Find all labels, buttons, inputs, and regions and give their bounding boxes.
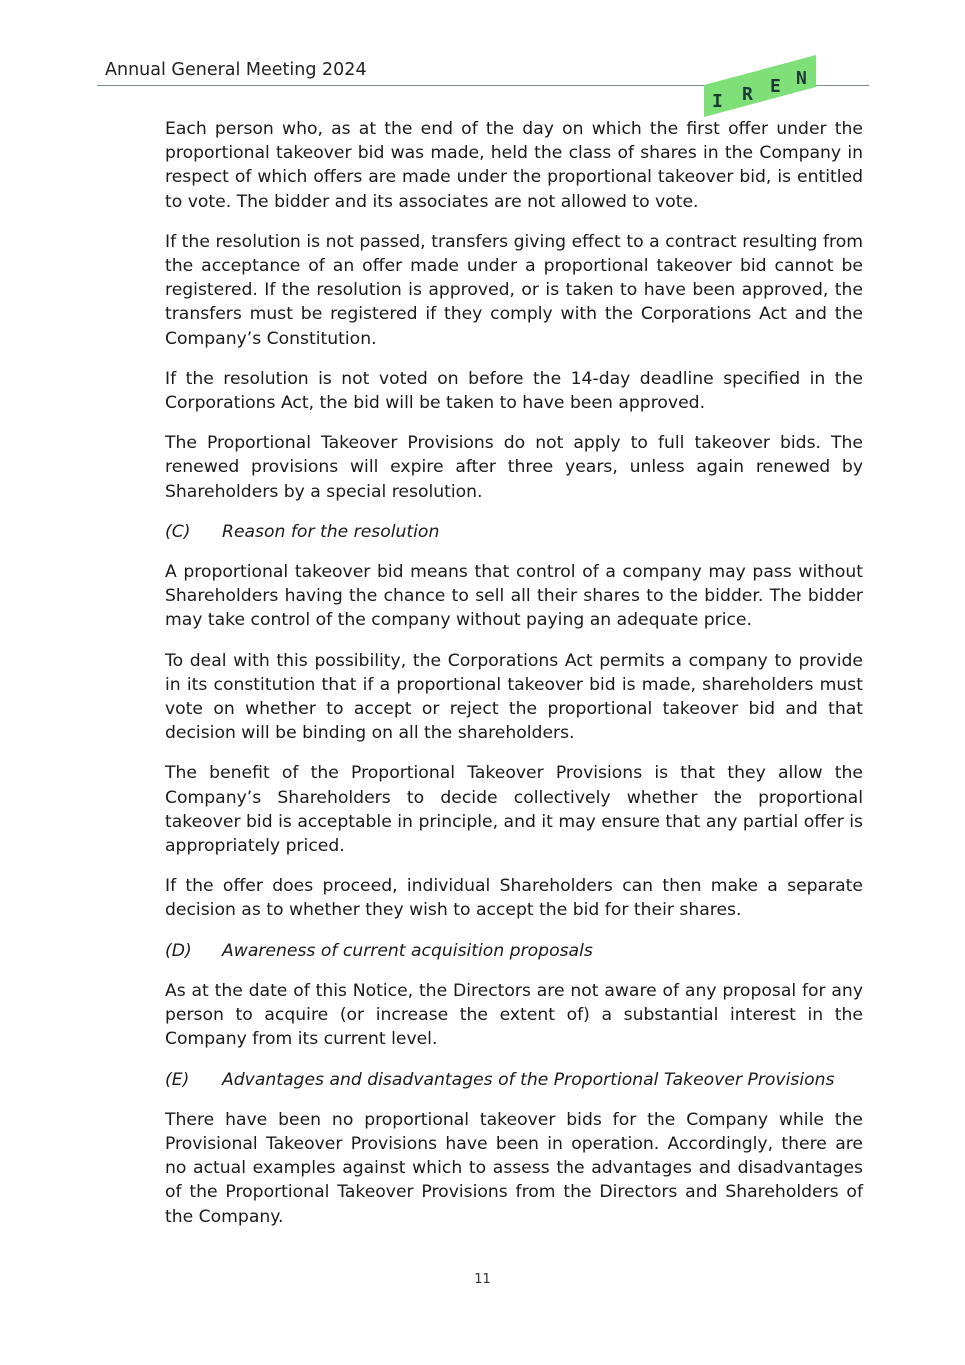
- section-number: (C): [165, 521, 191, 542]
- document-title: Annual General Meeting 2024: [105, 60, 367, 80]
- section-heading-d: [165, 939, 863, 963]
- svg-text:N: N: [796, 68, 807, 89]
- paragraph: To deal with this possibility, the Corporations Act permits a company to provide in its constitution that if a proportional takeover bid is made, shareholders must vote on whether to accept or reject the proportional takeover bid and that decision will be binding on all the shareholders.: [165, 650, 863, 744]
- svg-text:R: R: [742, 84, 753, 105]
- paragraph: Each person who, as at the end of the day on which the first offer under the proportional takeover bid was made, held the class of shares in the Company in respect of which offers are made under the proportional takeover bid, is entitled to vote. The bidder and its associates are not allowed to vote.: [165, 119, 863, 212]
- section-number: (E): [165, 1069, 190, 1090]
- section-number: (D): [165, 940, 192, 961]
- paragraph: As at the date of this Notice, the Directors are not aware of any proposal for any person to acquire (or increase the extent of) a substantial interest in the Company from its current level.: [165, 980, 863, 1050]
- section-title: Reason for the resolution: [222, 521, 440, 542]
- page-number: 11: [474, 1272, 491, 1287]
- paragraph: The benefit of the Proportional Takeover Provisions is that they allow the Company’s Shareholders to decide collectively whether the proportional takeover bid is acceptable in principle, and it may ensure that any partial offer is appropriately priced.: [165, 763, 863, 857]
- svg-text:I: I: [712, 91, 723, 112]
- paragraph: A proportional takeover bid means that control of a company may pass without Shareholders having the chance to sell all their shares to the bidder. The bidder may take control of the company without paying an adequate price.: [165, 562, 863, 631]
- paragraph: If the offer does proceed, individual Shareholders can then make a separate decision as to whether they wish to accept the bid for their shares.: [165, 876, 863, 921]
- section-title: Advantages and disadvantages of the Proportional Takeover Provisions: [222, 1069, 835, 1090]
- paragraph: The Proportional Takeover Provisions do not apply to full takeover bids. The renewed provisions will expire after three years, unless again renewed by Shareholders by a special resolution.: [165, 433, 863, 502]
- paragraph: There have been no proportional takeover bids for the Company while the Provisional Takeover Provisions have been in operation. Accordingly, there are no actual examples against which to assess the advantages and disadvantages of the Proportional Takeover Provisions from the Directors and Shareholders of the Company.: [165, 1109, 863, 1227]
- section-heading-e: [165, 1068, 863, 1092]
- section-heading-c: [165, 520, 863, 544]
- paragraph: If the resolution is not voted on before the 14-day deadline specified in the Corporations Act, the bid will be taken to have been approved.: [165, 368, 863, 414]
- paragraph: If the resolution is not passed, transfers giving effect to a contract resulting from the acceptance of an offer made under a proportional takeover bid cannot be registered. If the resolution is approved, or is taken to have been approved, the transfers must be registered if they comply with the Corporations Act and the Company’s Constitution.: [165, 231, 863, 349]
- iren-logo: [700, 55, 820, 117]
- svg-text:E: E: [770, 76, 781, 97]
- document-body: [165, 117, 863, 1245]
- section-title: Awareness of current acquisition proposals: [222, 940, 593, 961]
